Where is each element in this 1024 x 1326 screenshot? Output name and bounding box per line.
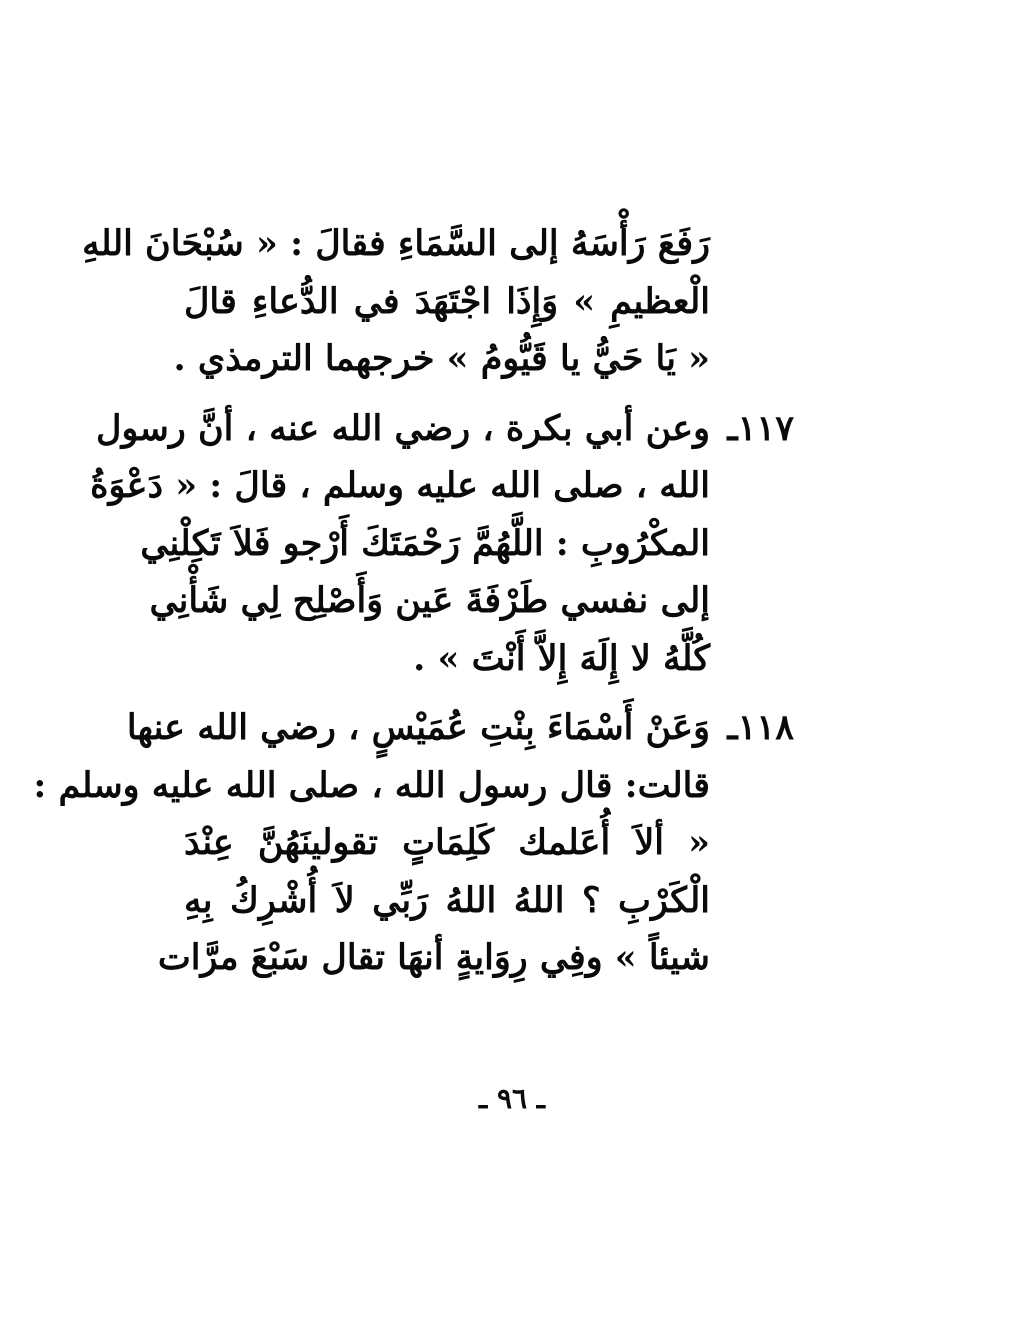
line-text: « ألاَ أُعَلمك كَلِمَاتٍ تقولينَهُنَّ عِنْدَ bbox=[184, 822, 710, 863]
line-text: الْعظيمِ » وَإِذَا اجْتَهَدَ في الدُّعاءِ قالَ bbox=[184, 280, 710, 322]
hadith-117-line bbox=[96, 400, 890, 458]
line-text: قالت: قال رسول الله ، صلى الله عليه وسلم : bbox=[33, 764, 710, 806]
hadith-118-line bbox=[170, 872, 890, 930]
line-text: الْكَرْبِ ؟ اللهُ اللهُ رَبِّي لاَ أُشْرِكُ بِهِ bbox=[184, 879, 710, 921]
line-text: رَفَعَ رَأْسَهُ إلى السَّمَاءِ فقالَ : « سُبْحَانَ اللهِ bbox=[82, 223, 710, 264]
line-text: « يَا حَيُّ يا قَيُّومُ » خرجهما الترمذي . bbox=[173, 338, 710, 379]
continuation-line bbox=[82, 215, 890, 273]
line-text: المكْرُوبِ : اللَّهُمَّ رَحْمَتَكَ أَرْجو فَلاَ تَكِلْنِي bbox=[140, 522, 710, 564]
text-body bbox=[33, 215, 890, 987]
hadith-118-line bbox=[33, 757, 890, 815]
hadith-118-line bbox=[157, 929, 890, 987]
line-text: وعن أبي بكرة ، رضي الله عنه ، أنَّ رسول bbox=[96, 407, 710, 449]
hadith-118-line bbox=[126, 699, 890, 757]
hadith-118-line bbox=[170, 814, 890, 872]
hadith-117-line bbox=[140, 515, 890, 573]
hadith-117-line bbox=[90, 457, 890, 515]
continuation-line bbox=[170, 330, 890, 388]
line-text: كُلَّهُ لا إِلَهَ إِلاَّ أَنْتَ » . bbox=[413, 637, 710, 679]
line-text: وَعَنْ أَسْمَاءَ بِنْتِ عُمَيْسٍ ، رضي الله عنها bbox=[126, 707, 710, 748]
hadith-117-line bbox=[149, 572, 890, 630]
hadith-number: ١١٧ـ bbox=[727, 407, 794, 449]
page-number: ـ ٩٦ ـ bbox=[479, 1082, 545, 1115]
line-text: إلى نفسي طَرْفَةَ عَين وَأَصْلِح لِي شَأْنِي bbox=[149, 580, 710, 621]
hadith-117-line bbox=[170, 630, 890, 688]
hadith-number: ١١٨ـ bbox=[727, 707, 794, 748]
line-text: الله ، صلى الله عليه وسلم ، قالَ : « دَعْوَةُ bbox=[90, 465, 710, 506]
line-text: شيئاً » وفِي رِوَايةٍ أنهَا تقال سَبْعَ مرَّات bbox=[157, 937, 710, 978]
continuation-line bbox=[170, 273, 890, 331]
